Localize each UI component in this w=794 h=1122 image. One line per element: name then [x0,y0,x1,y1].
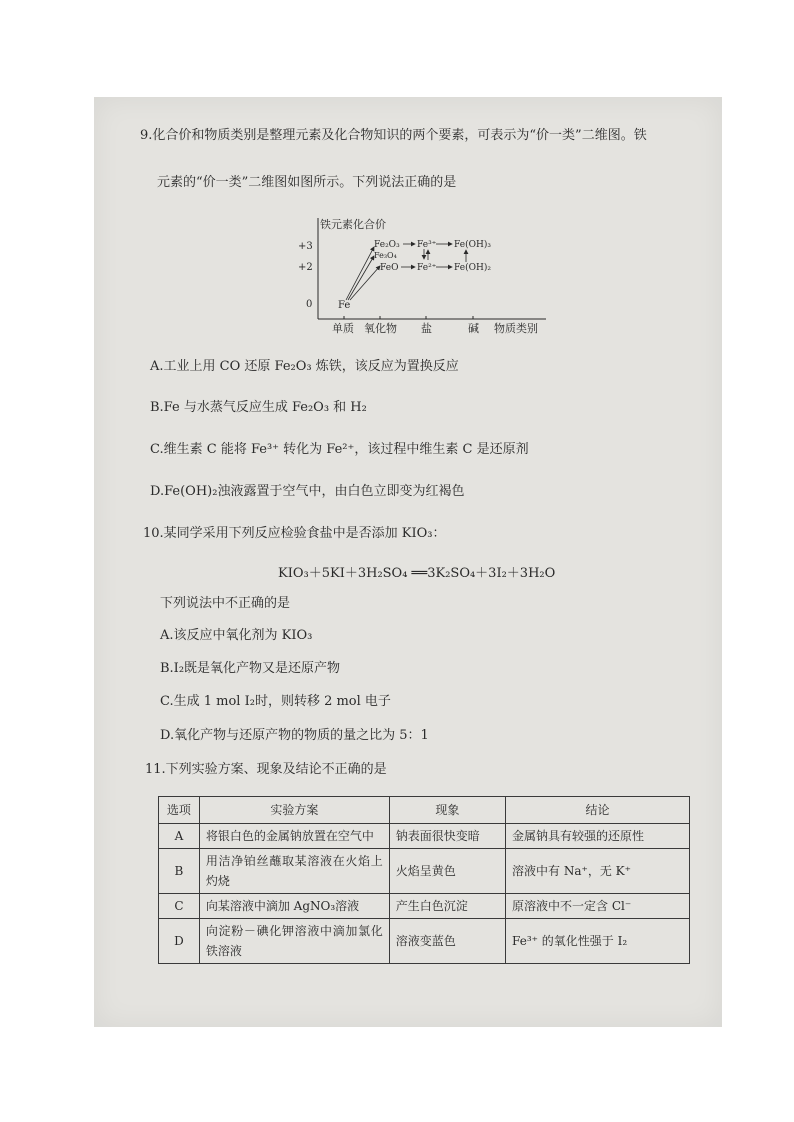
header-observation: 现象 [389,797,505,824]
q9-option-c: C.维生素 C 能将 Fe³⁺ 转化为 Fe²⁺，该过程中维生素 C 是还原剂 [150,442,529,457]
species-fe: Fe [338,300,351,311]
row-c-conclusion: 原溶液中不一定含 Cl⁻ [506,894,690,919]
q10-option-c: C.生成 1 mol I₂时，则转移 2 mol 电子 [160,694,391,709]
y-tick-plus2: +2 [298,262,313,273]
q11-stem: 11.下列实验方案、现象及结论不正确的是 [145,762,387,777]
table-row [159,919,690,964]
q9-option-b: B.Fe 与水蒸气反应生成 Fe₂O₃ 和 H₂ [150,400,367,415]
y-tick-zero: 0 [306,299,313,310]
row-a-option: A [159,824,200,849]
row-a-observation: 钠表面很快变暗 [389,824,505,849]
row-d-option: D [159,919,200,964]
species-fe3-ion: Fe³⁺ [417,240,437,250]
table-row [159,824,690,849]
species-feoh2: Fe(OH)₂ [454,263,491,273]
q10-option-b: B.I₂既是氧化产物又是还原产物 [160,661,341,676]
q10-option-d: D.氧化产物与还原产物的物质的量之比为 5：1 [160,728,429,743]
q10-prompt: 下列说法中不正确的是 [160,596,291,611]
row-c-observation: 产生白色沉淀 [389,894,505,919]
species-fe3o4: Fe₃O₄ [374,251,397,260]
y-tick-plus3: +3 [298,241,313,252]
table-row [159,894,690,919]
species-feo: FeO [380,263,399,273]
row-b-observation: 火焰呈黄色 [389,849,505,894]
row-d-observation: 溶液变蓝色 [389,919,505,964]
table-row [159,849,690,894]
row-c-plan: 向某溶液中滴加 AgNO₃溶液 [199,894,389,919]
row-b-conclusion: 溶液中有 Na⁺，无 K⁺ [506,849,690,894]
species-fe2o3: Fe₂O₃ [374,240,400,250]
row-c-option: C [159,894,200,919]
q10-equation: KIO₃＋5KI＋3H₂SO₄ ══3K₂SO₄＋3I₂＋3H₂O [278,566,556,581]
q9-option-a: A.工业上用 CO 还原 Fe₂O₃ 炼铁，该反应为置换反应 [150,359,459,374]
row-a-conclusion: 金属钠具有较强的还原性 [506,824,690,849]
species-fe2-ion: Fe²⁺ [417,263,437,273]
header-plan: 实验方案 [199,797,389,824]
table-header-row [159,797,690,824]
x-axis-label: 物质类别 [494,322,538,335]
row-a-plan: 将银白色的金属钠放置在空气中 [199,824,389,849]
x-tick-salt: 盐 [421,322,432,335]
q10-stem: 10.某同学采用下列反应检验食盐中是否添加 KIO₃： [143,526,446,541]
q10-option-a: A.该反应中氧化剂为 KIO₃ [160,628,313,643]
header-option: 选项 [159,797,200,824]
valence-class-diagram [296,208,556,338]
header-conclusion: 结论 [506,797,690,824]
x-tick-base: 碱 [468,322,479,335]
x-tick-element: 单质 [332,322,354,335]
row-b-option: B [159,849,200,894]
row-d-plan: 向淀粉－碘化钾溶液中滴加氯化铁溶液 [199,919,389,964]
x-tick-oxide: 氧化物 [364,322,397,335]
experiment-table [158,796,690,964]
q9-option-d: D.Fe(OH)₂浊液露置于空气中，由白色立即变为红褐色 [150,484,465,499]
q9-stem-line1: 9.化合价和物质类别是整理元素及化合物知识的两个要素，可表示为“价一类”二维图。铁 [140,128,647,143]
row-d-conclusion: Fe³⁺ 的氧化性强于 I₂ [506,919,690,964]
y-axis-label: 铁元素化合价 [320,218,386,231]
q9-stem-line2: 元素的“价一类”二维图如图所示。下列说法正确的是 [157,175,457,190]
row-b-plan: 用洁净铂丝蘸取某溶液在火焰上灼烧 [199,849,389,894]
species-feoh3: Fe(OH)₃ [454,240,491,250]
